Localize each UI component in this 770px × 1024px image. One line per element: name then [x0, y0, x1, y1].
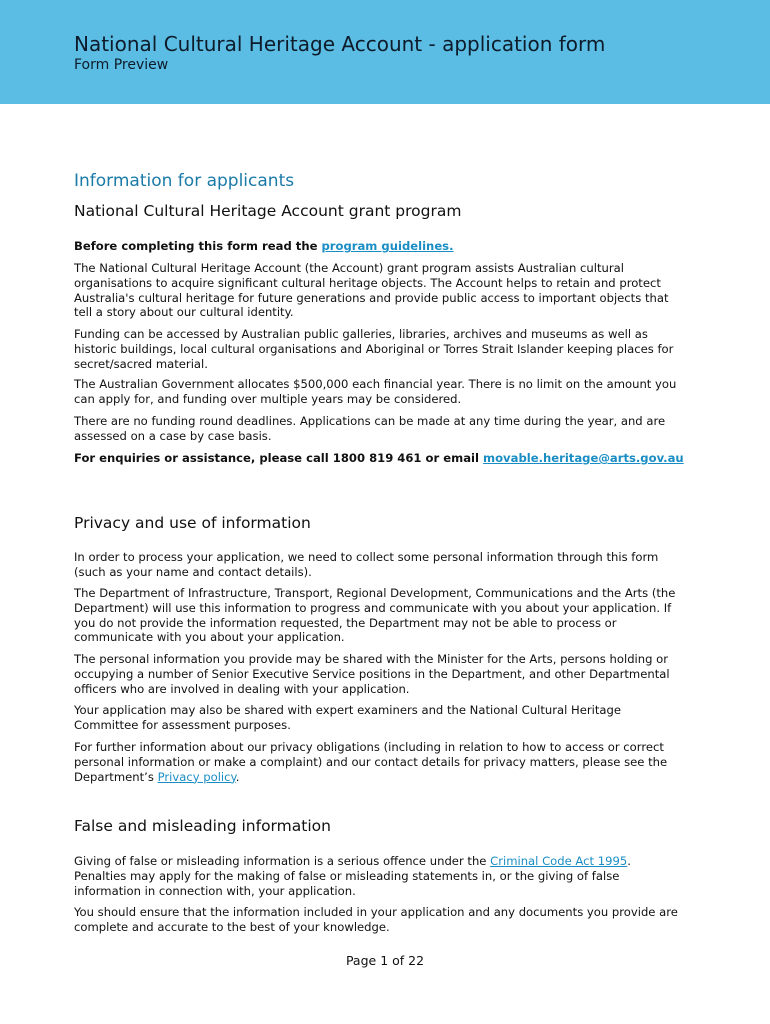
criminal-code-act-link[interactable]: Criminal Code Act 1995 — [490, 854, 628, 868]
enquiries-text: For enquiries or assistance, please call 1800 819 461 or email — [74, 451, 484, 465]
false-info-paragraph-1 — [74, 854, 684, 898]
enquiries-email-link[interactable]: movable.heritage@arts.gov.au — [483, 451, 684, 465]
false-info-heading: False and misleading information — [74, 817, 331, 835]
privacy-paragraph-4: Your application may also be shared with expert examiners and the National Cultural Heritage Committee for assessment purposes. — [74, 703, 621, 732]
privacy-paragraph-5 — [74, 740, 684, 784]
privacy-paragraph-3: The personal information you provide may be shared with the Minister for the Arts, persons holding or occupying a number of Senior Executive Service positions in the Department, and other Departmental officers who are involved in dealing with your application. — [74, 652, 670, 696]
privacy-p5-prefix: For further information about our privacy obligations (including in relation to how to access or correct personal information or make a complaint) and our contact details for privacy matters, please see the Department’s — [74, 740, 668, 784]
page-header — [0, 0, 770, 104]
privacy-policy-link[interactable]: Privacy policy — [157, 769, 236, 784]
info-paragraph-1: The National Cultural Heritage Account (the Account) grant program assists Australian cultural organisations to acquire significant cultural heritage objects. The Account helps to retain and protect Australia's cultural heritage for future generations and provide public access to important objects that tell a story about our cultural identity. — [74, 261, 669, 320]
program-heading: National Cultural Heritage Account grant program — [74, 202, 462, 220]
form-title: National Cultural Heritage Account - application form — [74, 32, 606, 56]
info-paragraph-2: Funding can be accessed by Australian public galleries, libraries, archives and museums as well as historic buildings, local cultural organisations and Aboriginal or Torres Strait Islander keeping places for secret/sacred material. — [74, 327, 674, 371]
privacy-paragraph-1: In order to process your application, we need to collect some personal information through this form (such as your name and contact details). — [74, 550, 659, 579]
guidelines-prefix: Before completing this form read the — [74, 239, 322, 253]
false-info-p1-suffix: . Penalties may apply for the making of false or misleading statements in, or the giving of false information in connection with, your application. — [74, 854, 631, 898]
form-subtitle: Form Preview — [74, 57, 169, 73]
guidelines-notice — [74, 239, 684, 254]
enquiries-notice — [74, 451, 684, 466]
false-info-paragraph-2: You should ensure that the information included in your application and any documents you provide are complete and accurate to the best of your knowledge. — [74, 905, 678, 934]
info-paragraph-3: The Australian Government allocates $500,000 each financial year. There is no limit on the amount you can apply for, and funding over multiple years may be considered. — [74, 377, 677, 406]
program-guidelines-link[interactable]: program guidelines. — [321, 239, 454, 253]
privacy-heading: Privacy and use of information — [74, 514, 311, 532]
info-paragraph-4: There are no funding round deadlines. Applications can be made at any time during the year, and are assessed on a case by case basis. — [74, 414, 666, 443]
false-info-p1-prefix: Giving of false or misleading information is a serious offence under the — [74, 854, 491, 868]
privacy-p5-suffix: . — [235, 769, 240, 784]
page-number: Page 1 of 22 — [345, 953, 425, 968]
privacy-paragraph-2: The Department of Infrastructure, Transport, Regional Development, Communications and the Arts (the Department) will use this information to progress and communicate with you about your application. If you do not provide the information requested, the Department may not be able to process or communicate with you about your application. — [74, 586, 676, 645]
section-title-information: Information for applicants — [74, 171, 295, 191]
